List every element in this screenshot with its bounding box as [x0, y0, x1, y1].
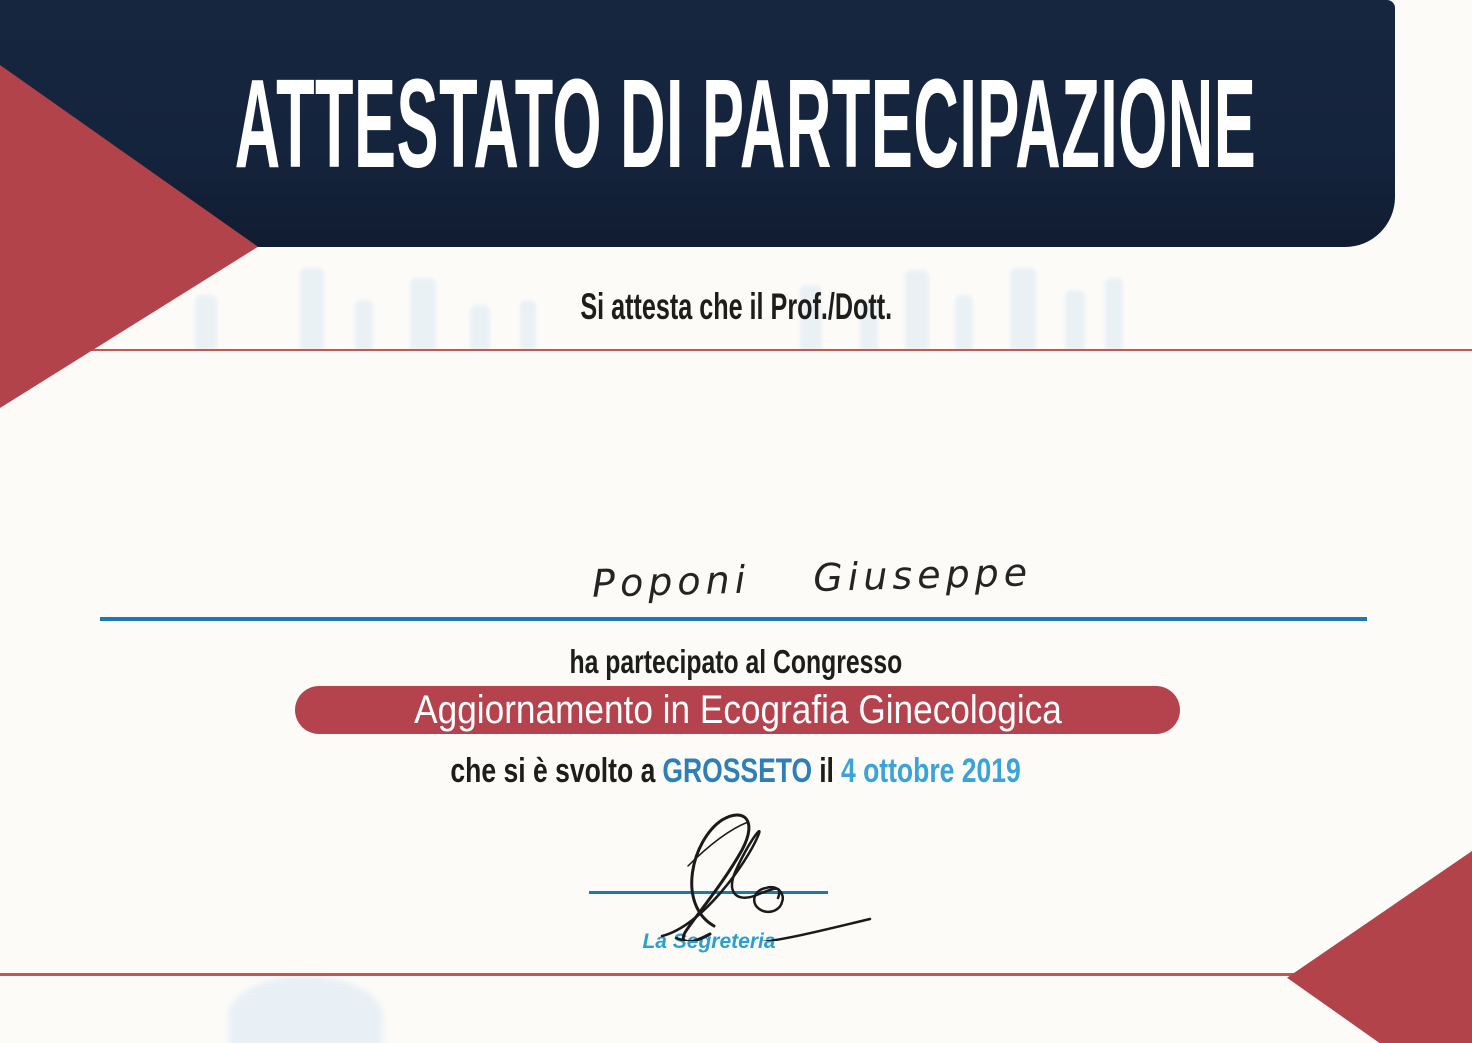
participation-row: [0, 643, 1472, 681]
venue-row: [0, 752, 1472, 791]
venue-city: GROSSETO: [662, 752, 813, 790]
tree-watermark: [228, 976, 383, 1043]
participant-name-handwritten: Poponi Giuseppe: [591, 550, 1033, 606]
attest-row: [0, 286, 1472, 328]
event-date: 4 ottobre 2019: [841, 752, 1022, 790]
signature-scribble: [618, 806, 878, 941]
header-banner: [0, 0, 1395, 247]
bottom-red-rule: [0, 973, 1472, 976]
name-underline: [100, 617, 1367, 621]
congress-name: Aggiornamento in Ecografia Ginecologica: [413, 687, 1062, 732]
certificate-title: ATTESTATO DI PARTECIPAZIONE: [234, 52, 1257, 194]
venue-prefix: che si è svolto a: [450, 752, 656, 790]
venue-connector: il: [819, 752, 835, 790]
participation-text: ha partecipato al Congresso: [569, 643, 903, 680]
secretary-label: La Segreteria: [642, 930, 776, 953]
congress-banner: [295, 686, 1180, 734]
top-red-rule: [0, 349, 1472, 351]
attest-text: Si attesta che il Prof./Dott.: [580, 286, 892, 327]
